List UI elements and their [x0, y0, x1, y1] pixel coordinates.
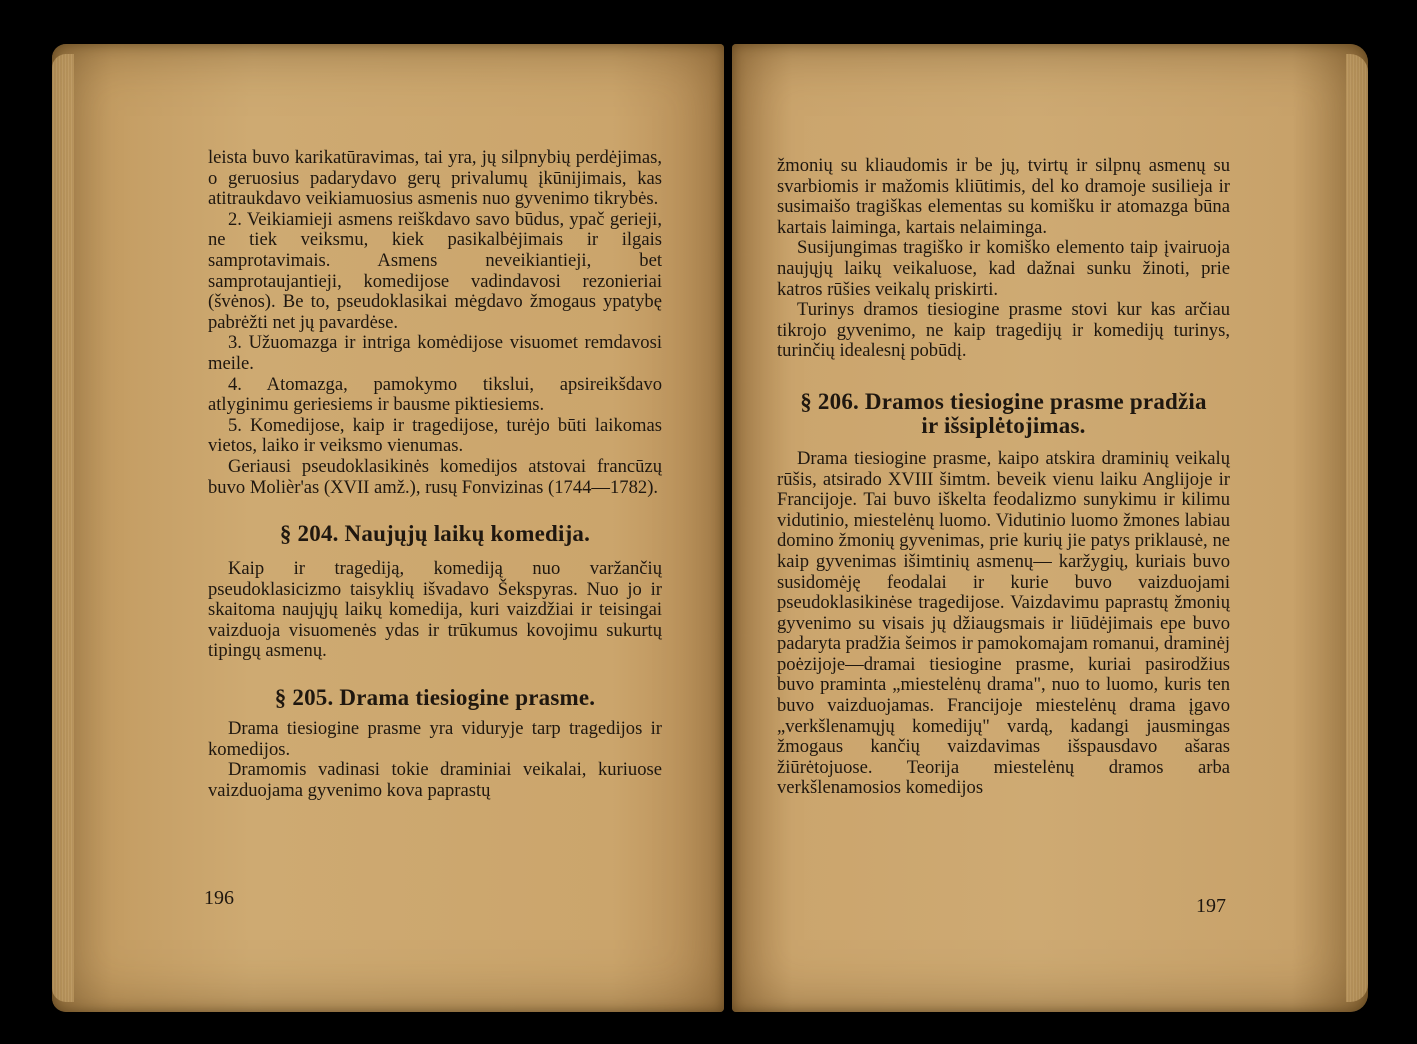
paragraph: Turinys dramos tiesiogine prasme stovi kur kas arčiau tikrojo gyvenimo, ne kaip tragedijų ir komedijų turinys, turinčių idealesnį pobūdį. — [777, 299, 1230, 362]
left-page-edge — [52, 54, 74, 1002]
page-number-left: 196 — [204, 887, 234, 909]
paragraph: Drama tiesiogine prasme yra viduryje tarp tragedijos ir komedijos. — [208, 718, 662, 760]
right-page-text — [777, 156, 1230, 799]
section-heading-206 — [777, 390, 1230, 438]
paragraph: 4. Atomazga, pamokymo tikslui, apsireikšdavo atlyginimu geriesiems ir bausme piktiesiems. — [208, 373, 662, 416]
right-page-edge — [1346, 54, 1368, 1002]
paragraph: leista buvo karikatūravimas, tai yra, jų silpnybių perdėjimas, o geruosius padarydavo gerų privalumų įkūnijimais, kas atitraukdavo veikiamuosius asmenis nuo gyvenimo tikrybės. — [208, 147, 662, 210]
section-heading-205: § 205. Drama tiesiogine prasme. — [274, 685, 596, 711]
paragraph: Drama tiesiogine prasme, kaipo atskira draminių veikalų rūšis, atsirado XVIII šimtm. beveik vienu laiku Anglijoje ir Francijoje. Tai buvo iškelta feodalizmo sunykimu ir kilimu vidutinio, miestelėnų luomo. Vidutinio luomo žmones labiau domino žmonių gyvenimas, prie kurių jie patys priklausė, ne kaip gyvenimas išimtinių asmenų— karžygių, kuriais buvo susidomėję feodalai ir kurie buvo vaizduojami pseudoklasikinėse tragedijose. Vaizdavimu paprastų žmonių gyvenimo su visais jų džiaugsmais ir liūdėjimais epe buvo padaryta pradžia šeimos ir pamokomajam romanui, draminėj poėzijoje—dramai tiesiogine prasme, kuriai pasirodžius buvo praminta „miestelėnų drama", nuo to luomo, kuris ten buvo vaizduojamas. Francijoje miestelėnų drama įgavo „verkšlenamųjų komedijų" vardą, kadangi jausmingas žmogaus kančių vaizdavimas išspausdavo ašaras žiūrėtojuose. Teorija miestelėnų dramos arba verkšlenamosios komedijos — [777, 447, 1230, 799]
section-heading-206-line1: § 206. Dramos tiesiogine prasme pradžia — [800, 388, 1207, 414]
page-number-right: 197 — [1196, 895, 1226, 917]
paragraph: 3. Užuomazga ir intriga komėdijose visuomet remdavosi meile. — [208, 332, 662, 374]
paragraph: Kaip ir tragediją, komediją nuo varžančių pseudoklasicizmo taisyklių išvadavo Šekspyras. Nuo jo ir skaitoma naujųjų laikų komedija, kuri vaizdžiai ir teisingai vaizduoja visuomenės ydas ir trūkumus kovojimu sukurtų tipingų asmenų. — [208, 558, 662, 662]
paragraph: Dramomis vadinasi tokie draminiai veikalai, kuriuose vaizduojama gyvenimo kova paprastų — [208, 759, 662, 801]
paragraph: 2. Veikiamieji asmens reiškdavo savo būdus, ypač gerieji, ne tiek veiksmu, kiek pasikalbėjimais ir ilgais samprotavimais. Asmens neveikiantieji, bet samprotaujantieji, komedijose vadindavosi rezonieriai (švėnos). Be to, pseudoklasikai mėgdavo žmogaus ypatybę pabrėžti net jų pavardėse. — [208, 208, 662, 333]
paragraph: žmonių su kliaudomis ir be jų, tvirtų ir silpnų asmenų su svarbiomis ir mažomis kliūtimis, del ko dramoje susilieja ir susimaišo tragiškas elementas su komišku ir atomazga būna kartais laiminga, kartais nelaiminga. — [777, 155, 1230, 238]
section-heading-204: § 204. Naujųjų laikų komedija. — [279, 521, 591, 547]
paragraph: Geriausi pseudoklasikinės komedijos atstovai francūzų buvo Molièr'as (XVII amž.), rusų Fonvizinas (1744—1782). — [208, 455, 662, 498]
paragraph: 5. Komedijose, kaip ir tragedijose, turėjo būti laikomas vietos, laiko ir veiksmo vienumas. — [208, 414, 662, 457]
left-page-text — [208, 148, 662, 801]
section-heading-206-line2: ir išsiplėtojimas. — [921, 412, 1086, 438]
paragraph: Susijungimas tragiško ir komiško elemento taip įvairuoja naujųjų laikų veikaluose, kad dažnai sunku žinoti, prie katros rūšies veikalų priskirti. — [777, 237, 1230, 300]
